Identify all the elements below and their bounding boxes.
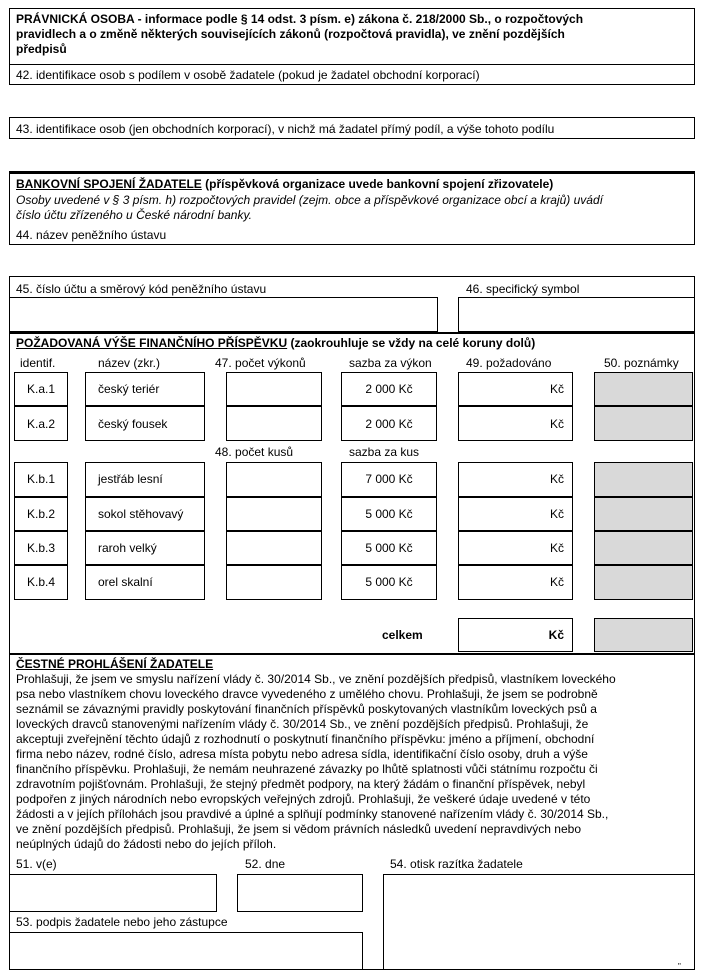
field-44-label: 44. název peněžního ústavu bbox=[16, 228, 167, 242]
declaration-line: psa nebo vlastníkem chovu loveckého dravce vyvedeného z umělého chovu. Prohlašuji, že jsem se podrobně bbox=[16, 687, 598, 701]
declaration-line: akceptuji zveřejnění těchto údajů z rozhodnutí o poskytnutí finančního příspěvku: jméno a příjmení, obchodní bbox=[16, 732, 595, 746]
row-ident: K.b.2 bbox=[26, 507, 56, 521]
col-47-header: 47. počet výkonů bbox=[215, 356, 306, 370]
field-45-label: 45. číslo účtu a směrový kód peněžního ústavu bbox=[16, 282, 267, 296]
col-name-header: název (zkr.) bbox=[98, 356, 161, 370]
field-54-label: 54. otisk razítka žadatele bbox=[390, 857, 523, 871]
bank-heading-title: BANKOVNÍ SPOJENÍ ŽADATELE bbox=[16, 177, 202, 191]
field-42-label: 42. identifikace osob s podílem v osobě žadatele (pokud je žadatel obchodní korporací) bbox=[16, 68, 480, 82]
currency-label: Kč bbox=[549, 472, 564, 486]
count-input[interactable] bbox=[226, 531, 322, 565]
row-name: sokol stěhovavý bbox=[98, 507, 184, 521]
field-42-input[interactable] bbox=[9, 84, 695, 118]
currency-label: Kč bbox=[549, 382, 564, 396]
row-name: český fousek bbox=[98, 417, 168, 431]
row-name: orel skalní bbox=[98, 575, 153, 589]
row-ident: K.b.4 bbox=[26, 575, 56, 589]
field-43-input[interactable] bbox=[9, 138, 695, 172]
notes-box bbox=[594, 531, 693, 565]
declaration-line: seznámil se závaznými pravidly poskytování finančních příspěvků poskytovaných vlastníkům loveckých psů a bbox=[16, 702, 597, 716]
col-ident-header: identif. bbox=[20, 356, 56, 370]
notes-box bbox=[594, 406, 693, 441]
field-52-input[interactable] bbox=[237, 874, 363, 912]
field-51-input[interactable] bbox=[9, 874, 217, 912]
count-input[interactable] bbox=[226, 372, 322, 406]
field-52-label: 52. dne bbox=[245, 857, 286, 871]
notes-box bbox=[594, 462, 693, 497]
field-46-label: 46. specifický symbol bbox=[466, 282, 580, 296]
col-48-header: 48. počet kusů bbox=[215, 445, 294, 459]
notes-box bbox=[594, 372, 693, 406]
row-ident: K.a.1 bbox=[26, 382, 56, 396]
currency-label: Kč bbox=[549, 541, 564, 555]
row-rate: 2 000 Kč bbox=[365, 382, 413, 396]
currency-label: Kč bbox=[549, 575, 564, 589]
field-43-label: 43. identifikace osob (jen obchodních korporací), v nichž má žadatel přímý podíl, a výše tohoto podílu bbox=[16, 122, 555, 136]
notes-box bbox=[594, 565, 693, 600]
amount-heading bbox=[16, 336, 535, 350]
count-input[interactable] bbox=[226, 497, 322, 531]
row-rate: 5 000 Kč bbox=[365, 575, 413, 589]
currency-label: Kč bbox=[549, 417, 564, 431]
bank-heading-note: (příspěvková organizace uvede bankovní spojení zřizovatele) bbox=[201, 177, 554, 191]
declaration-line: zdravotním pojišťovnám. Prohlašuji, že stejný předmět podpory, na který žádám o finanční příspěvek, nebyl bbox=[16, 777, 586, 791]
bank-heading bbox=[16, 177, 553, 191]
total-notes-box bbox=[594, 618, 693, 652]
amount-heading-note: (zaokrouhluje se vždy na celé koruny dolů) bbox=[287, 336, 536, 350]
amount-heading-title: POŽADOVANÁ VÝŠE FINANČNÍHO PŘÍSPĚVKU bbox=[16, 336, 288, 350]
legal-heading-line-1: PRÁVNICKÁ OSOBA - informace podle § 14 odst. 3 písm. e) zákona č. 218/2000 Sb., o rozpočtových bbox=[16, 12, 584, 26]
bank-note-line-1: Osoby uvedené v § 3 písm. h) rozpočtových pravidel (zejm. obce a příspěvkové organizace obcí a krajů) uvádí bbox=[16, 193, 603, 207]
row-rate: 7 000 Kč bbox=[365, 472, 413, 486]
declaration-line: finančního příspěvku. Prohlašuji, že nemám neuhrazené závazky po lhůtě splatnosti vůči státnímu rozpočtu či bbox=[16, 762, 598, 776]
legal-heading-line-3: předpisů bbox=[16, 42, 67, 56]
page-mark: " bbox=[678, 962, 681, 971]
row-ident: K.b.1 bbox=[26, 472, 56, 486]
col-rate-header-b: sazba za kus bbox=[349, 445, 420, 459]
count-input[interactable] bbox=[226, 565, 322, 600]
col-50-header: 50. poznámky bbox=[604, 356, 679, 370]
bank-note-line-2: číslo účtu zřízeného u České národní banky. bbox=[16, 208, 252, 222]
field-46-input[interactable] bbox=[458, 297, 695, 332]
declaration-line: ve znění pozdějších předpisů. Prohlašuji, že jsem si vědom právních následků uvedení nepravdivých nebo bbox=[16, 822, 581, 836]
declaration-line: Prohlašuji, že jsem ve smyslu nařízení vlády č. 30/2014 Sb., ve znění pozdějších předpisů, vlastníkem loveckého bbox=[16, 672, 616, 686]
row-ident: K.a.2 bbox=[26, 417, 56, 431]
notes-box bbox=[594, 497, 693, 531]
col-rate-header-a: sazba za výkon bbox=[349, 356, 432, 370]
field-45-input[interactable] bbox=[9, 297, 438, 332]
row-rate: 5 000 Kč bbox=[365, 541, 413, 555]
row-name: raroh velký bbox=[98, 541, 157, 555]
field-51-label: 51. v(e) bbox=[16, 857, 57, 871]
declaration-line: žádosti a v jejích přílohách jsou pravdivé a úplné a splňují podmínky stanovené nařízením vlády č. 30/2014 Sb., bbox=[16, 807, 609, 821]
row-name: český teriér bbox=[98, 382, 160, 396]
declaration-line: podpořen z jiných národních nebo evropských veřejných zdrojů. Prohlašuji, že veškeré údaje uvedené v této bbox=[16, 792, 591, 806]
field-53-signature[interactable] bbox=[9, 932, 363, 970]
currency-label: Kč bbox=[549, 507, 564, 521]
field-53-label: 53. podpis žadatele nebo jeho zástupce bbox=[16, 915, 228, 929]
declaration-line: neúplných údajů do žádosti nebo do jejích příloh. bbox=[16, 837, 277, 851]
col-49-header: 49. požadováno bbox=[466, 356, 552, 370]
count-input[interactable] bbox=[226, 406, 322, 441]
count-input[interactable] bbox=[226, 462, 322, 497]
total-label: celkem bbox=[382, 628, 423, 642]
field-54-stamp-area[interactable] bbox=[383, 874, 695, 970]
declaration-line: firma nebo název, rodné číslo, adresa místa pobytu nebo adresa sídla, identifikační číslo osoby, druh a výše bbox=[16, 747, 588, 761]
declaration-heading: ČESTNÉ PROHLÁŠENÍ ŽADATELE bbox=[16, 657, 214, 671]
row-name: jestřáb lesní bbox=[98, 472, 163, 486]
row-rate: 2 000 Kč bbox=[365, 417, 413, 431]
field-44-input[interactable] bbox=[9, 244, 695, 277]
row-ident: K.b.3 bbox=[26, 541, 56, 555]
legal-heading-line-2: pravidlech a o změně některých souvisejících zákonů (rozpočtová pravidla), ve znění pozdějších bbox=[16, 27, 565, 41]
total-currency-label: Kč bbox=[548, 628, 564, 642]
row-rate: 5 000 Kč bbox=[365, 507, 413, 521]
declaration-line: loveckých dravců stanovenými nařízením vlády č. 30/2014 Sb., ve znění pozdějších předpisů. Prohlašuji, že bbox=[16, 717, 589, 731]
